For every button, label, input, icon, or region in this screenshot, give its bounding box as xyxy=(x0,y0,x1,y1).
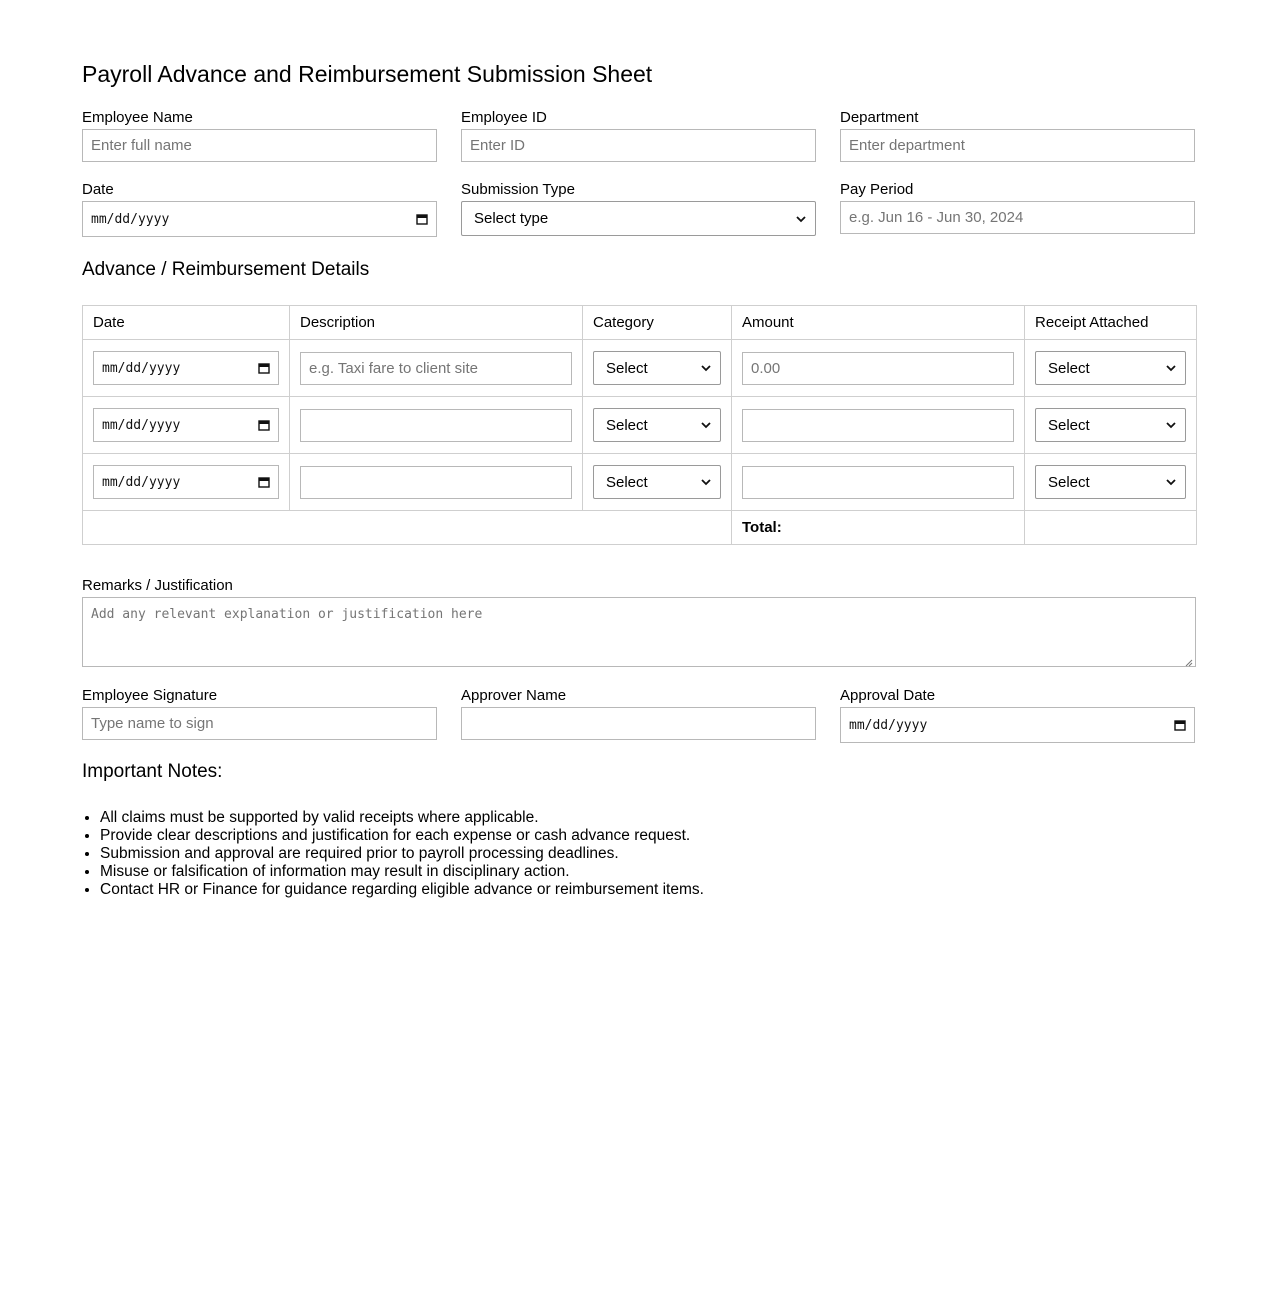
row-receipt-cell xyxy=(1025,340,1197,397)
chevron-down-icon xyxy=(795,213,807,225)
employee-info-row-2 xyxy=(82,181,1196,237)
row-receipt-select[interactable] xyxy=(1035,465,1186,499)
row-description-input[interactable] xyxy=(300,409,572,442)
row-amount-input[interactable] xyxy=(742,466,1014,499)
row-date-input[interactable] xyxy=(93,351,279,385)
row-category-cell xyxy=(583,397,732,454)
column-header-description: Description xyxy=(290,306,583,340)
notes-list xyxy=(82,809,1196,899)
row-category-value: Select xyxy=(606,416,648,434)
page-title: Payroll Advance and Reimbursement Submission Sheet xyxy=(82,61,653,87)
row-amount-cell xyxy=(732,397,1025,454)
row-amount-cell xyxy=(732,454,1025,511)
calendar-icon[interactable] xyxy=(416,213,428,225)
employee-name-field xyxy=(82,109,437,162)
approval-date-text: mm/dd/yyyy xyxy=(849,717,928,733)
chevron-down-icon xyxy=(700,476,712,488)
row-date-cell xyxy=(83,340,290,397)
chevron-down-icon xyxy=(1165,419,1177,431)
employee-name-input[interactable]: Enter full name xyxy=(82,129,437,162)
calendar-icon[interactable] xyxy=(258,476,270,488)
row-date-text: mm/dd/yyyy xyxy=(102,417,181,433)
remarks-textarea[interactable] xyxy=(82,597,1196,667)
row-receipt-cell xyxy=(1025,397,1197,454)
submission-type-value: Select type xyxy=(474,210,549,227)
row-date-input[interactable] xyxy=(93,408,279,442)
employee-id-field xyxy=(461,109,816,162)
row-receipt-value: Select xyxy=(1048,359,1090,377)
row-date-text: mm/dd/yyyy xyxy=(102,360,181,376)
remarks-label: Remarks / Justification xyxy=(82,577,233,594)
row-date-cell xyxy=(83,454,290,511)
date-label: Date xyxy=(82,181,114,198)
chevron-down-icon xyxy=(1165,476,1177,488)
table-row xyxy=(83,454,1197,511)
approver-name-label: Approver Name xyxy=(461,687,567,704)
row-category-cell xyxy=(583,340,732,397)
submission-type-label: Submission Type xyxy=(461,181,575,198)
column-header-date: Date xyxy=(83,306,290,340)
row-category-value: Select xyxy=(606,359,648,377)
approver-name-input[interactable] xyxy=(461,707,816,740)
row-date-input[interactable] xyxy=(93,465,279,499)
column-header-receipt: Receipt Attached xyxy=(1025,306,1197,340)
calendar-icon[interactable] xyxy=(258,419,270,431)
approver-name-field xyxy=(461,687,816,743)
remarks-placeholder: Add any relevant explanation or justification here xyxy=(91,607,483,622)
row-receipt-value: Select xyxy=(1048,473,1090,491)
employee-name-label: Employee Name xyxy=(82,109,193,126)
employee-info-row-1 xyxy=(82,109,1196,162)
row-receipt-cell xyxy=(1025,454,1197,511)
total-row xyxy=(83,511,1197,545)
row-amount-input[interactable]: 0.00 xyxy=(742,352,1014,385)
date-input[interactable] xyxy=(82,201,437,237)
pay-period-field xyxy=(840,181,1195,237)
chevron-down-icon xyxy=(1165,362,1177,374)
row-date-text: mm/dd/yyyy xyxy=(102,474,181,490)
column-header-amount: Amount xyxy=(732,306,1025,340)
total-spacer-cell xyxy=(83,511,732,545)
employee-id-input[interactable]: Enter ID xyxy=(461,129,816,162)
chevron-down-icon xyxy=(700,419,712,431)
list-item: • Contact HR or Finance for guidance regarding eligible advance or reimbursement items. xyxy=(100,881,1196,899)
submission-type-field xyxy=(461,181,816,237)
column-header-category: Category xyxy=(583,306,732,340)
row-category-select[interactable] xyxy=(593,408,721,442)
date-field xyxy=(82,181,437,237)
table-row xyxy=(83,397,1197,454)
row-receipt-select[interactable] xyxy=(1035,408,1186,442)
calendar-icon[interactable] xyxy=(1174,719,1186,731)
submission-type-select[interactable] xyxy=(461,201,816,236)
pay-period-label: Pay Period xyxy=(840,181,914,198)
row-description-input[interactable]: e.g. Taxi fare to client site xyxy=(300,352,572,385)
total-value xyxy=(1025,511,1197,545)
employee-id-label: Employee ID xyxy=(461,109,547,126)
row-category-select[interactable] xyxy=(593,465,721,499)
pay-period-input[interactable]: e.g. Jun 16 - Jun 30, 2024 xyxy=(840,201,1195,234)
department-input[interactable]: Enter department xyxy=(840,129,1195,162)
resize-grip-icon[interactable] xyxy=(1185,656,1193,664)
row-description-cell xyxy=(290,397,583,454)
remarks-field xyxy=(82,577,1196,667)
department-field xyxy=(840,109,1195,162)
row-description-cell xyxy=(290,340,583,397)
list-item: • Misuse or falsification of information may result in disciplinary action. xyxy=(100,863,1196,881)
details-heading: Advance / Reimbursement Details xyxy=(82,259,370,280)
row-category-select[interactable] xyxy=(593,351,721,385)
department-label: Department xyxy=(840,109,919,126)
table-header-row xyxy=(83,306,1197,340)
table-row xyxy=(83,340,1197,397)
chevron-down-icon xyxy=(700,362,712,374)
row-category-cell xyxy=(583,454,732,511)
row-description-input[interactable] xyxy=(300,466,572,499)
list-item: • Provide clear descriptions and justification for each expense or cash advance request. xyxy=(100,827,1196,845)
approval-date-field xyxy=(840,687,1195,743)
employee-signature-label: Employee Signature xyxy=(82,687,218,704)
list-item: • Submission and approval are required prior to payroll processing deadlines. xyxy=(100,845,1196,863)
row-receipt-select[interactable] xyxy=(1035,351,1186,385)
approval-row xyxy=(82,687,1196,743)
details-table xyxy=(82,305,1197,545)
row-amount-cell xyxy=(732,340,1025,397)
row-category-value: Select xyxy=(606,473,648,491)
list-item: • All claims must be supported by valid receipts where applicable. xyxy=(100,809,1196,827)
employee-signature-field xyxy=(82,687,437,743)
approval-date-label: Approval Date xyxy=(840,687,936,704)
row-description-cell xyxy=(290,454,583,511)
total-label-text: Total: xyxy=(742,519,782,536)
notes-heading: Important Notes: xyxy=(82,761,223,782)
employee-signature-input[interactable]: Type name to sign xyxy=(82,707,437,740)
approval-date-input[interactable] xyxy=(840,707,1195,743)
calendar-icon[interactable] xyxy=(258,362,270,374)
total-label xyxy=(732,511,1025,545)
date-input-text: mm/dd/yyyy xyxy=(91,211,170,227)
row-amount-input[interactable] xyxy=(742,409,1014,442)
row-date-cell xyxy=(83,397,290,454)
row-receipt-value: Select xyxy=(1048,416,1090,434)
